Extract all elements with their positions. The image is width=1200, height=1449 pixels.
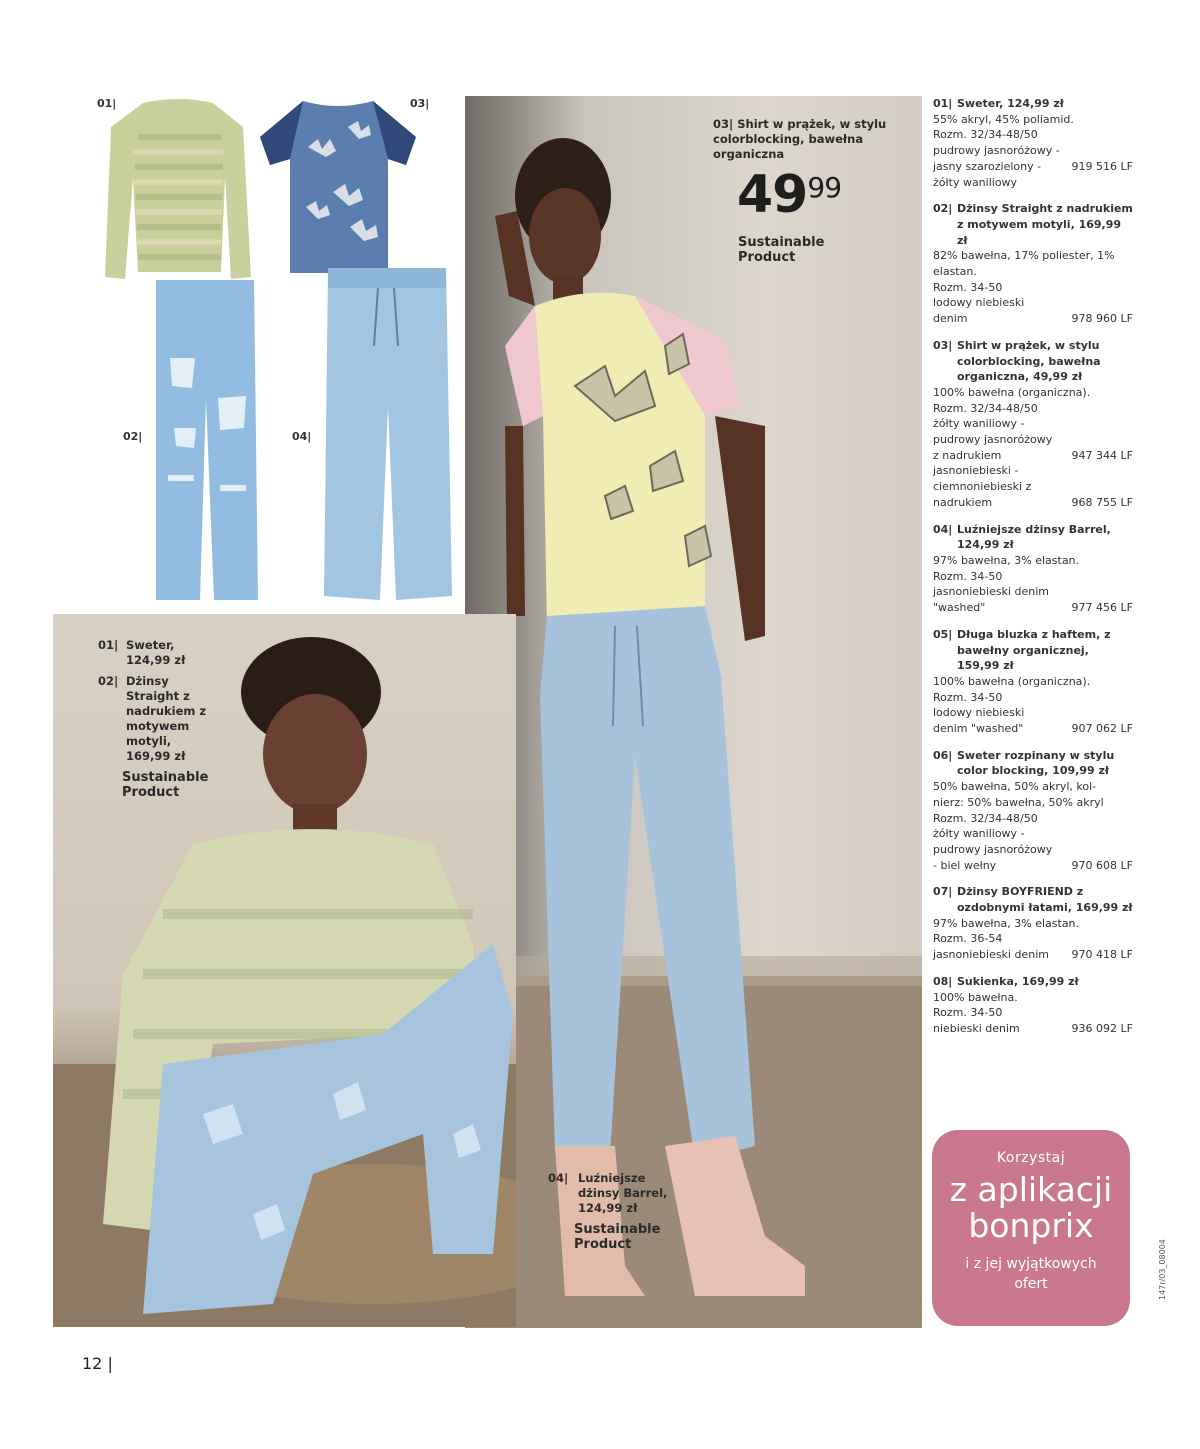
product-number: 08| — [933, 974, 953, 988]
product-title: Sweter, 124,99 zł — [957, 97, 1064, 110]
item-number-02: 02| — [123, 430, 143, 443]
product-number: 03| — [933, 338, 953, 352]
product-detail: Rozm. 34-50 — [933, 280, 1003, 294]
product-code: 970 418 LF — [1071, 948, 1133, 962]
promo-line-2a: z aplikacji — [949, 1170, 1113, 1209]
product-entry-02 — [933, 201, 1133, 327]
product-detail: żółty waniliowy - — [933, 417, 1025, 431]
product-detail: pudrowy jasnoróżowy - — [933, 144, 1060, 158]
product-detail: denim — [933, 312, 968, 326]
product-detail: 100% bawełna (organiczna). — [933, 385, 1091, 399]
product-entry-03 — [933, 338, 1133, 511]
product-title: Sweter rozpinany w stylu color blocking, 109,99 zł — [957, 748, 1115, 778]
product-detail: pudrowy jasnoróżowy — [933, 842, 1053, 856]
product-detail: - biel wełny — [933, 858, 997, 872]
price-integer: 49 — [737, 165, 808, 225]
product-detail: 100% bawełna (organiczna). — [933, 674, 1091, 688]
product-title: Sukienka, 169,99 zł — [957, 974, 1079, 988]
caption-number: 04| — [548, 1171, 569, 1185]
sweater-product-image[interactable] — [103, 97, 253, 285]
product-title: Dżinsy Straight z nadrukiem z motywem motyli, 169,99 zł — [957, 202, 1133, 247]
product-detail: Rozm. 32/34-48/50 — [933, 128, 1038, 142]
product-number: 04| — [933, 522, 953, 536]
product-code: 919 516 LF — [1071, 159, 1133, 173]
promo-line-3a: i z jej wyjątkowych — [965, 1256, 1097, 1272]
product-title: Długa bluzka z haftem, z bawełny organicznej, 159,99 zł — [957, 627, 1111, 673]
product-detail: Rozm. 32/34-48/50 — [933, 401, 1038, 415]
sustainable-badge: Sustainable Product — [738, 235, 825, 265]
product-entry-05 — [933, 627, 1133, 737]
product-detail: 50% bawełna, 50% akryl, kol- — [933, 780, 1097, 794]
caption-text: Sweter, 124,99 zł — [126, 638, 186, 667]
product-detail: nadrukiem — [933, 495, 993, 509]
product-title: Luźniejsze dżinsy Barrel, 124,99 zł — [957, 522, 1111, 552]
product-detail: lodowy niebieski — [933, 296, 1025, 310]
jeans-caption — [548, 1171, 668, 1252]
caption-number: 03| — [713, 117, 734, 131]
product-details-list — [933, 96, 1133, 1048]
price-tag — [737, 165, 841, 225]
item-number-03: 03| — [410, 97, 430, 110]
item-number-04: 04| — [292, 430, 312, 443]
product-number: 07| — [933, 885, 953, 899]
barrel-jeans-product-image[interactable] — [318, 266, 454, 604]
catalog-code: 147r/03_08004 — [1158, 1239, 1167, 1300]
model-photo-butterfly-shirt — [465, 96, 922, 1328]
product-detail: jasny szarozielony - — [933, 159, 1042, 173]
product-code: 907 062 LF — [1071, 722, 1133, 736]
caption-number: 01| — [98, 638, 119, 652]
product-entry-01 — [933, 96, 1133, 190]
sustainable-badge: Sustainable Product — [122, 770, 209, 800]
product-detail: Rozm. 34-50 — [933, 690, 1003, 704]
product-detail: lodowy niebieski — [933, 706, 1025, 720]
product-detail: Rozm. 32/34-48/50 — [933, 811, 1038, 825]
product-detail: 97% bawełna, 3% elastan. — [933, 916, 1080, 930]
product-detail: denim "washed" — [933, 722, 1024, 736]
product-detail: niebieski denim — [933, 1021, 1020, 1035]
product-detail: Rozm. 34-50 — [933, 569, 1003, 583]
ripped-jeans-product-image[interactable] — [150, 278, 260, 604]
caption-text: Shirt w prążek, w stylu colorblocking, bawełna organiczna — [713, 117, 887, 161]
product-number: 05| — [933, 627, 953, 641]
product-detail: żółty waniliowy — [933, 175, 1018, 189]
product-detail: 97% bawełna, 3% elastan. — [933, 553, 1080, 567]
product-detail: ciemnoniebieski z — [933, 480, 1032, 494]
product-entry-04 — [933, 522, 1133, 616]
caption-text: Luźniejsze dżinsy Barrel, 124,99 zł — [578, 1171, 668, 1215]
caption-text: Dżinsy Straight z nadrukiem z motywem motyli, 169,99 zł — [126, 674, 207, 763]
product-code: 970 608 LF — [1071, 858, 1133, 872]
product-detail: Rozm. 34-50 — [933, 1006, 1003, 1020]
item-number-01: 01| — [97, 97, 117, 110]
product-detail: 82% bawełna, 17% poliester, 1% elastan. — [933, 249, 1115, 279]
product-title: Dżinsy BOYFRIEND z ozdobnymi łatami, 169,99 zł — [957, 885, 1133, 915]
product-entry-08 — [933, 974, 1133, 1037]
page-number: 12 | — [82, 1354, 113, 1373]
main-shirt-caption — [713, 117, 903, 162]
product-detail: jasnoniebieski - — [933, 464, 1019, 478]
price-decimal: 99 — [807, 171, 842, 204]
product-detail: 55% akryl, 45% poliamid. — [933, 112, 1074, 126]
product-entry-06 — [933, 748, 1133, 874]
product-detail: z nadrukiem — [933, 448, 1002, 462]
promo-line-1: Korzystaj — [996, 1150, 1066, 1166]
caption-number: 02| — [98, 674, 119, 688]
product-code: 947 344 LF — [1071, 448, 1133, 462]
product-code: 936 092 LF — [1071, 1021, 1133, 1035]
product-detail: pudrowy jasnoróżowy — [933, 433, 1053, 447]
product-code: 978 960 LF — [1071, 312, 1133, 326]
product-code: 968 755 LF — [1071, 495, 1133, 509]
app-promo-badge[interactable] — [932, 1130, 1130, 1326]
product-detail: 100% bawełna. — [933, 990, 1018, 1004]
butterfly-tshirt-product-image[interactable] — [258, 97, 418, 275]
product-title: Shirt w prążek, w stylu colorblocking, bawełna organiczna, 49,99 zł — [957, 338, 1101, 384]
product-number: 02| — [933, 202, 953, 216]
product-detail: jasnoniebieski denim — [933, 585, 1049, 599]
promo-line-3b: ofert — [1014, 1276, 1048, 1292]
product-detail: żółty waniliowy - — [933, 827, 1025, 841]
product-detail: Rozm. 36-54 — [933, 932, 1003, 946]
product-detail: nierz: 50% bawełna, 50% akryl — [933, 795, 1104, 809]
promo-line-2b: bonprix — [968, 1206, 1094, 1245]
product-entry-07 — [933, 884, 1133, 963]
sustainable-badge: Sustainable Product — [574, 1222, 661, 1252]
left-caption-sweater — [98, 638, 218, 800]
product-code: 977 456 LF — [1071, 601, 1133, 615]
product-detail: "washed" — [933, 601, 986, 615]
product-number: 01| — [933, 97, 953, 110]
product-number: 06| — [933, 748, 953, 762]
product-detail: jasnoniebieski denim — [933, 948, 1049, 962]
